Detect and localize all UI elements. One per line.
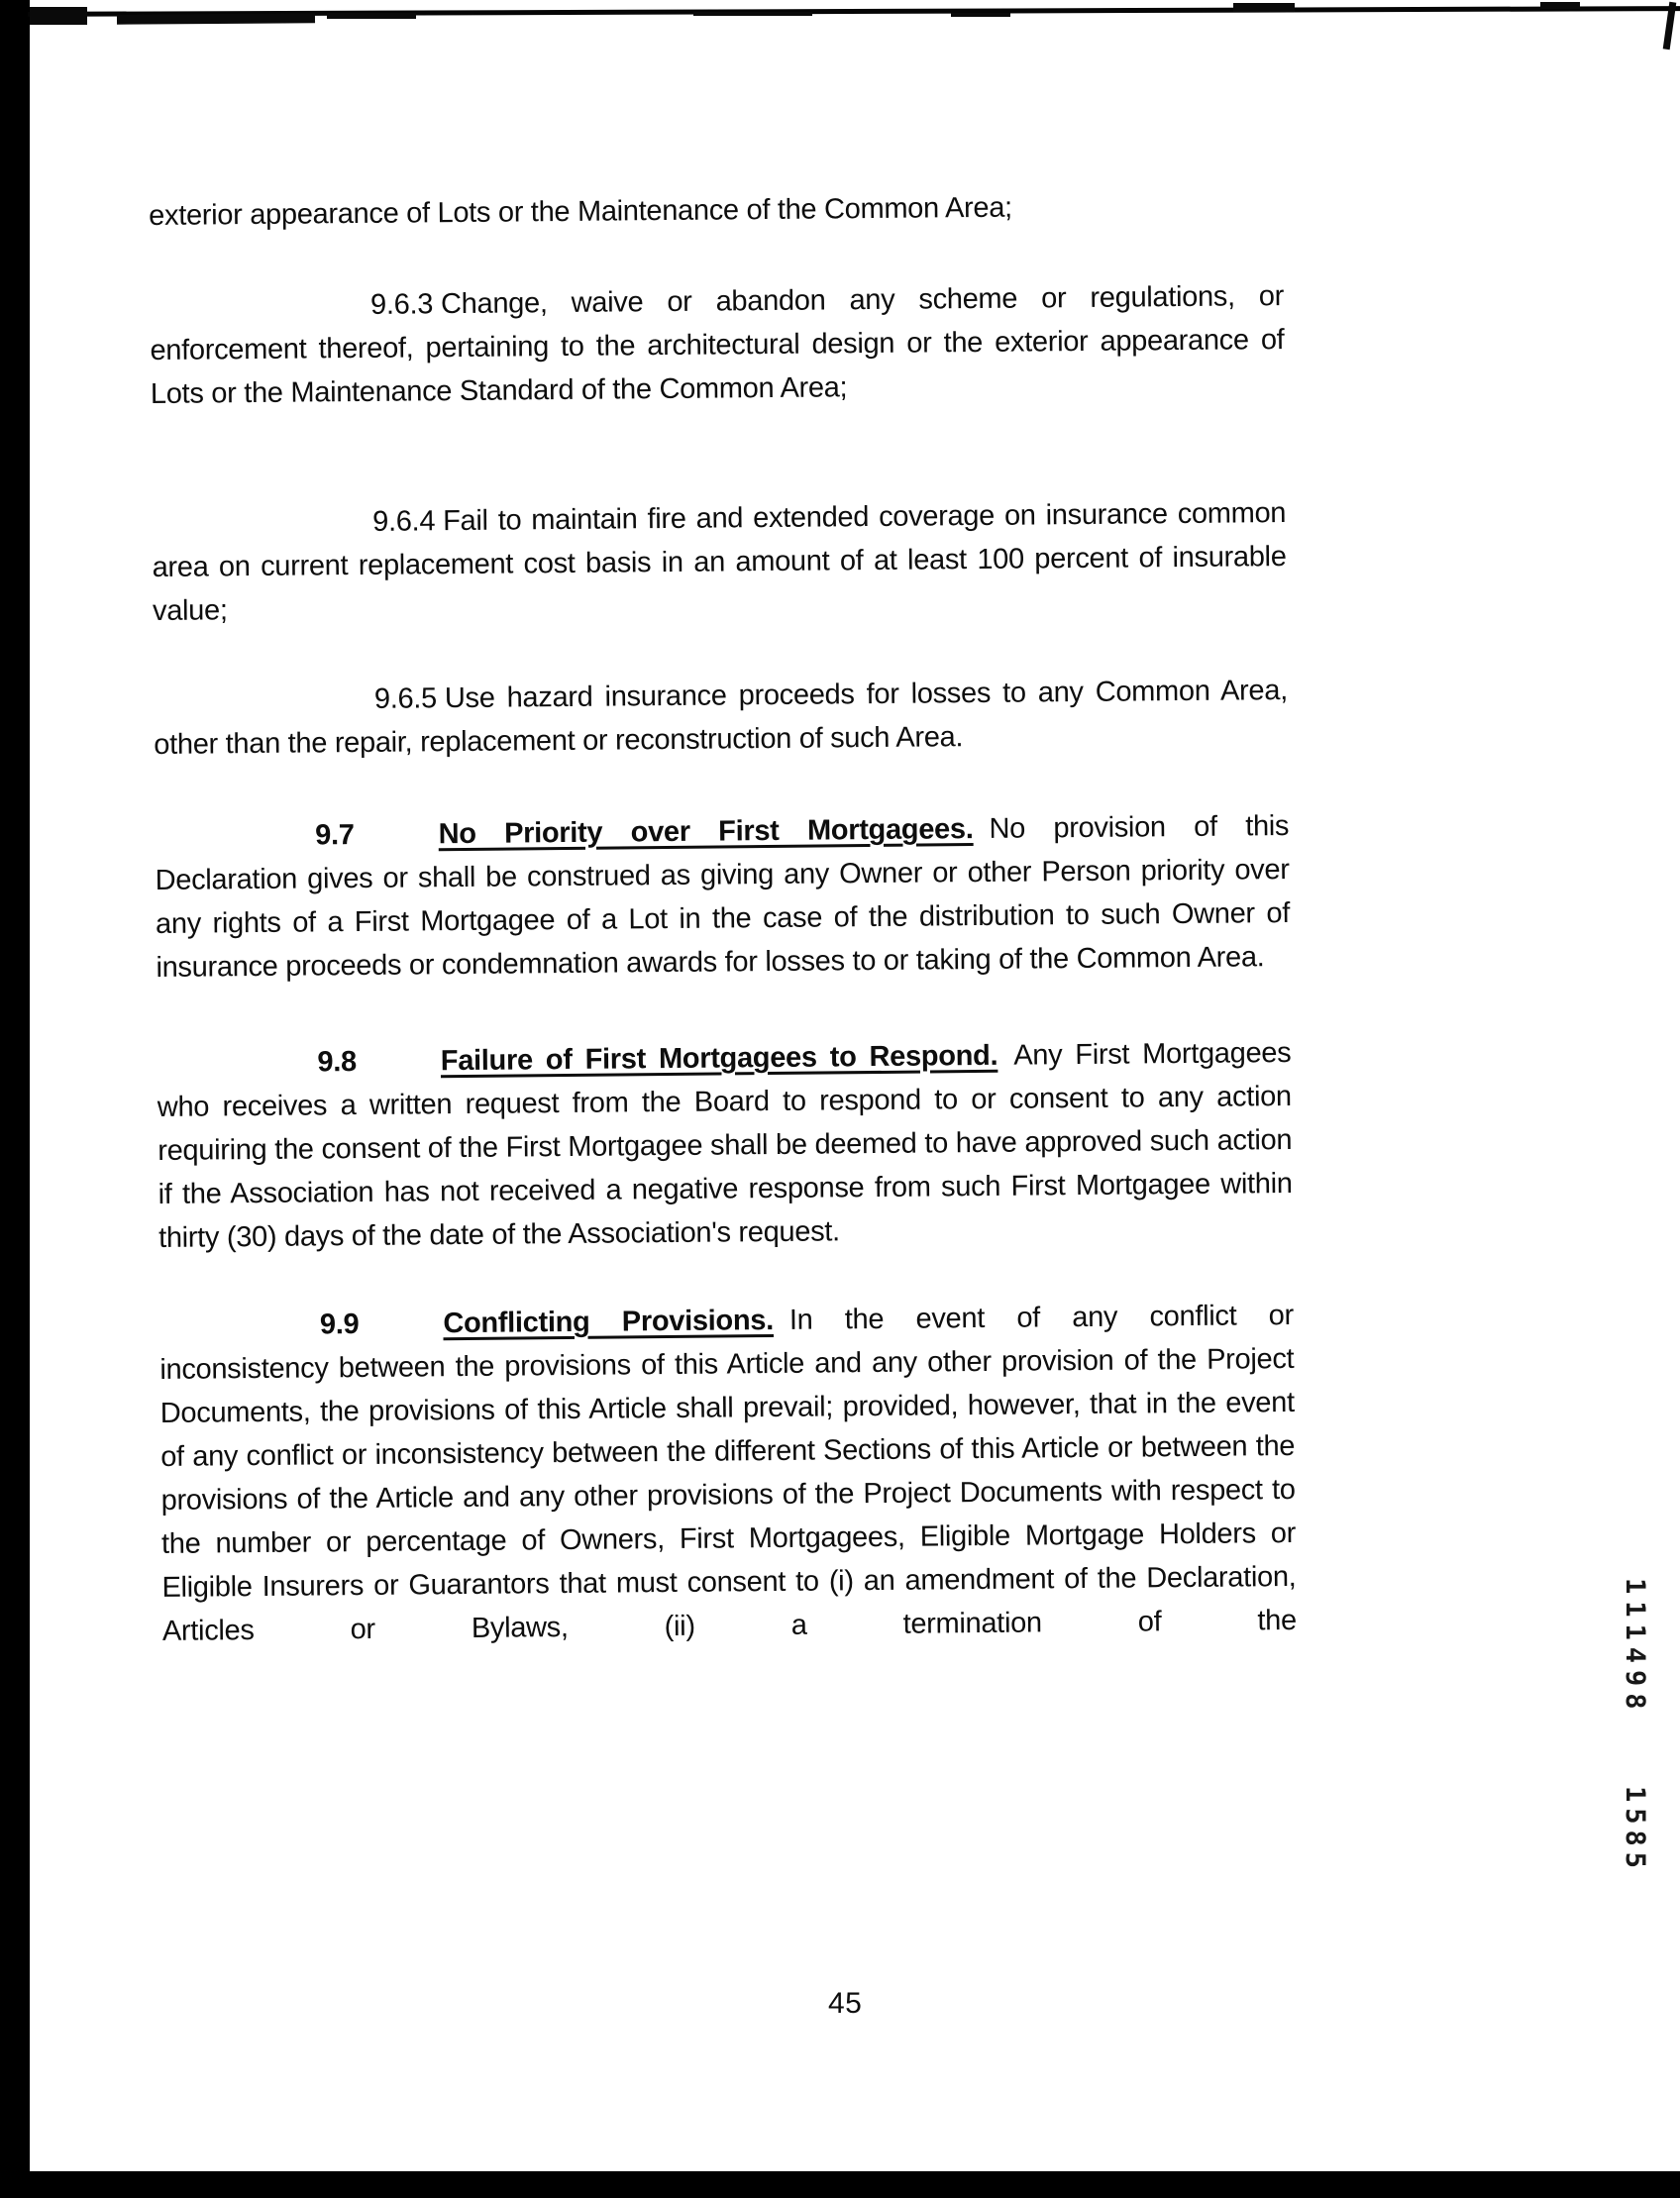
section-text: In the event of any conflict or inconsistency between the provisions of this Article and any other provision of the Project Documents, the provisions of this Article shall prevail; provided, however, that in the event of any conflict or inconsistency between the different Sections of this Article or between the provisions of the Article and any other provisions of the Project Documents with respect to the number or percentage of Owners, First Mortgagees, Eligible Mortgage Holders or Eligible Insurers or Guarantors that must consent to (i) an amendment of the Declaration, Articles or Bylaws, (ii) a termination of the [159, 1299, 1298, 1647]
paragraph-9-6-4 [152, 491, 1287, 633]
paragraph-text: exterior appearance of Lots or the Maintenance of the Common Area; [149, 191, 1012, 232]
section-text: No provision of this Declaration gives or shall be construed as giving any Owner or other Person priority over any rights of a First Mortgagee of a Lot in the case of the distribution to such Owner of insurance proceeds or condemnation awards for losses to or taking of the Common Area. [155, 809, 1291, 984]
scan-artifact [1540, 2, 1580, 9]
scan-artifact [693, 12, 812, 16]
section-heading: No Priority over First Mortgagees. [438, 813, 974, 851]
scan-artifact [30, 7, 87, 25]
scan-left-edge-bar [0, 0, 30, 2198]
section-heading: Conflicting Provisions. [443, 1304, 775, 1340]
tab-gap [355, 843, 439, 844]
scan-artifact [951, 13, 1010, 17]
clause-number: 9.6.3 [369, 288, 434, 321]
section-number: 9.7 [315, 819, 355, 852]
paragraph-text: Use hazard insurance proceeds for losses to any Common Area, other than the repair, replacement or reconstruction of such Area. [154, 674, 1289, 761]
paragraph-text: Fail to maintain fire and extended coverage on insurance common area on current replacement cost basis in an amount of at least 100 percent of insurable value; [152, 496, 1287, 627]
scan-artifact [117, 13, 315, 24]
section-number: 9.8 [317, 1046, 357, 1079]
section-text: Any First Mortgagees who receives a written request from the Board to respond to or consent to any action requiring the consent of the First Mortgagee shall be deemed to have approved such action if the Association has not received a negative response from such First Mortgagee within thirty (30) days of the date of the Association's request. [157, 1036, 1293, 1254]
margin-stamp-line2: 1585 [1620, 1786, 1650, 1875]
paragraph-text: Change, waive or abandon any scheme or regulations, or enforcement thereof, pertaining to the architectural design or the exterior appearance of Lots or the Maintenance Standard of the Common Area; [150, 280, 1285, 410]
margin-stamp-line1: 111498 [1620, 1578, 1650, 1717]
section-number: 9.9 [319, 1308, 360, 1341]
paragraph-9-6-5 [154, 669, 1289, 767]
paragraph-9-6-3 [150, 274, 1285, 416]
clause-number: 9.6.4 [372, 505, 436, 538]
section-9-8 [157, 1031, 1293, 1260]
section-heading: Failure of First Mortgagees to Respond. [440, 1039, 998, 1078]
scan-artifact [327, 13, 416, 19]
section-9-9 [159, 1294, 1297, 1653]
paragraph-continuation [149, 183, 1283, 238]
page-number: 45 [828, 1987, 863, 2020]
document-text-block [149, 183, 1297, 1653]
tab-gap [357, 1070, 441, 1071]
scan-bottom-edge-bar [22, 2171, 1680, 2198]
scan-artifact [1233, 3, 1295, 12]
tab-gap [359, 1332, 443, 1333]
section-9-7 [155, 804, 1291, 990]
clause-number: 9.6.5 [373, 682, 438, 715]
